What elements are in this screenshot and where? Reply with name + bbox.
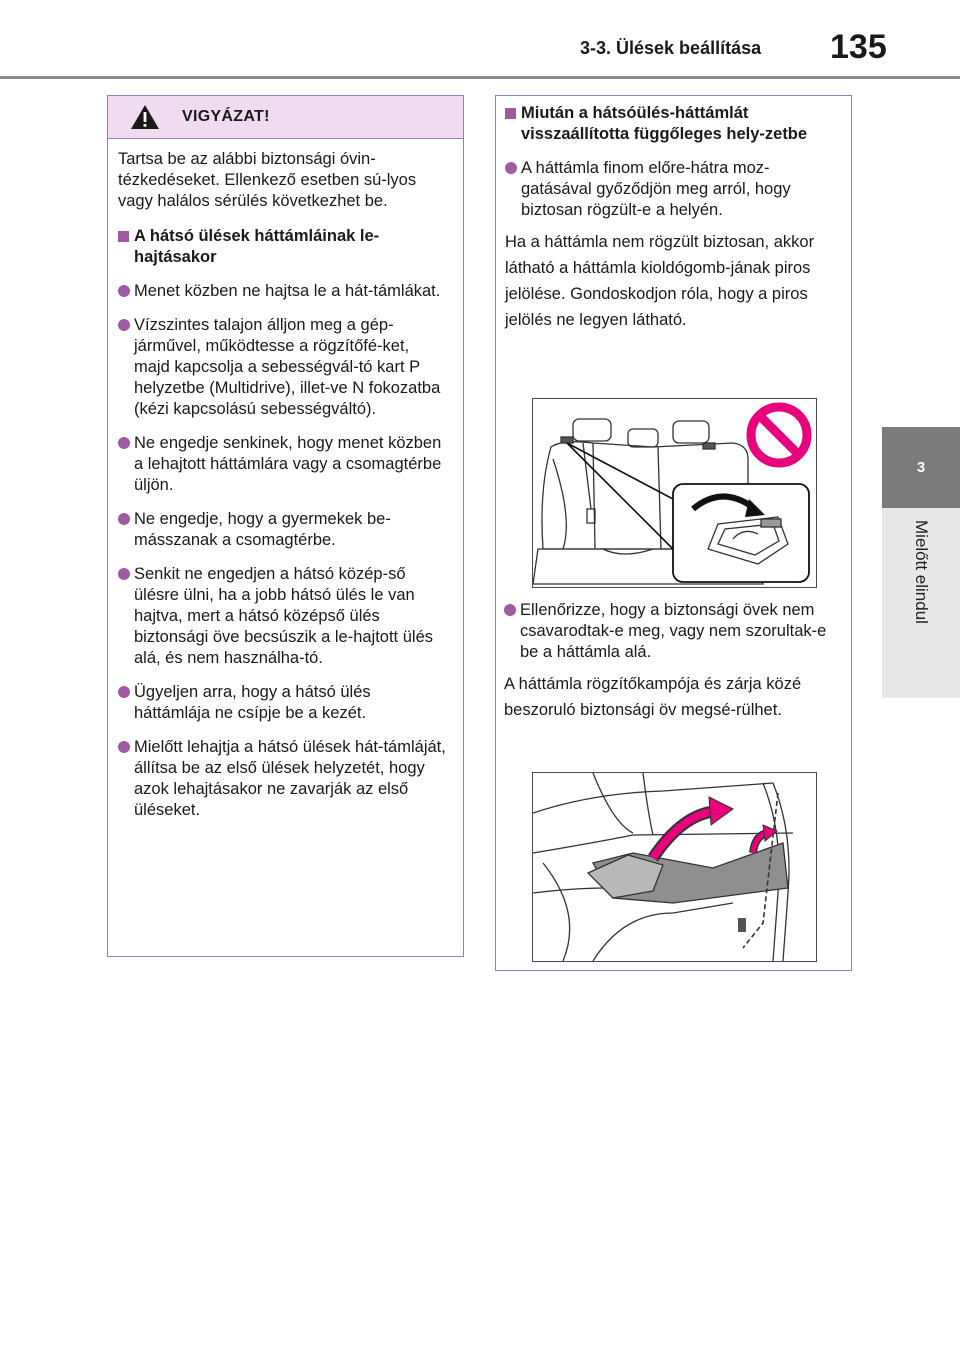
prohibition-icon [751, 407, 807, 463]
info-content [496, 103, 851, 333]
info-paragraph: Ha a háttámla nem rögzült biztosan, akkor látható a háttámla kioldógomb-jának piros jelölése. Gondoskodjon róla, hogy a piros jelölés ne legyen látható. [505, 233, 815, 329]
dot-bullet-icon [118, 568, 130, 580]
section-title: 3-3. Ülések beállítása [580, 38, 762, 58]
list-item-text: Ne engedje, hogy a gyermekek be-másszanak a csomagtérbe. [134, 510, 391, 549]
chapter-number: 3 [916, 459, 926, 476]
seat-release-figure [532, 398, 817, 588]
list-item [118, 509, 449, 551]
dot-bullet-icon [505, 162, 517, 174]
caution-title: VIGYÁZAT! [182, 108, 270, 125]
list-item-text: A háttámla finom előre-hátra moz-gatásával győződjön meg arról, hogy biztosan rögzült-e a helyén. [521, 159, 791, 219]
caution-box [107, 95, 464, 957]
warning-triangle-icon [130, 104, 160, 130]
seatbelt-figure [532, 772, 817, 962]
list-item [504, 600, 840, 663]
caution-heading [118, 226, 449, 268]
info-content-lower [504, 600, 840, 723]
rear-seat-illustration [533, 399, 816, 587]
chapter-label-text: Mielőtt elindul [912, 520, 931, 624]
list-item-text: Ellenőrizze, hogy a biztonsági övek nem csavarodtak-e meg, vagy nem szorultak-e be a háttámla alá. [520, 601, 827, 661]
dot-bullet-icon [118, 319, 130, 331]
header-divider [0, 76, 960, 79]
page-number: 135 [830, 28, 887, 66]
square-bullet-icon [118, 231, 129, 242]
list-item [118, 682, 449, 724]
list-item-text: Ügyeljen arra, hogy a hátsó ülés háttámlája ne csípje be a kezét. [134, 683, 371, 722]
list-item-text: Mielőtt lehajtja a hátsó ülések hát-támláját, állítsa be az első ülések helyzetét, hogy azok lehajtásakor ne zavarják az első üléseket. [134, 738, 446, 819]
dot-bullet-icon [118, 741, 130, 753]
list-item-text: Menet közben ne hajtsa le a hát-támlákat. [134, 282, 441, 300]
info-heading-text: Miután a hátsóülés-háttámlát visszaállította függőleges hely-zetbe [521, 104, 808, 143]
list-item [118, 737, 449, 821]
dot-bullet-icon [118, 686, 130, 698]
caution-header [108, 96, 463, 139]
list-item-text: Ne engedje senkinek, hogy menet közben a lehajtott háttámlára vagy a csomagtérbe üljön. [134, 434, 442, 494]
list-item-text: Senkit ne engedjen a hátsó közép-ső ülésre ülni, ha a jobb hátsó ülés le van hajtva, mert a hátsó középső ülés biztonsági öve becsúszik a le-hajtott ülés alá, és nem használha-tó. [134, 565, 433, 667]
dot-bullet-icon [504, 604, 516, 616]
seatbelt-illustration [533, 773, 816, 961]
info-heading [505, 103, 837, 145]
caution-content [108, 149, 463, 821]
dot-bullet-icon [118, 437, 130, 449]
list-item [505, 158, 837, 221]
caution-intro: Tartsa be az alábbi biztonsági óvin-tézkedéseket. Ellenkező esetben sú-lyos vagy halálos sérülés következhet be. [118, 150, 417, 210]
list-item-text: Vízszintes talajon álljon meg a gép-járművel, működtesse a rögzítőfé-ket, majd kapcsolja a sebességvál-tó kart P helyzetbe (Multidrive), illet-ve N fokozatba (kézi kapcsolású sebességváltó). [134, 316, 441, 418]
list-item [118, 315, 449, 420]
dot-bullet-icon [118, 513, 130, 525]
chapter-label [911, 520, 931, 624]
info-paragraph: A háttámla rögzítőkampója és zárja közé beszoruló biztonsági öv megsé-rülhet. [504, 675, 802, 719]
list-item [118, 281, 449, 302]
square-bullet-icon [505, 108, 516, 119]
dot-bullet-icon [118, 285, 130, 297]
caution-heading-text: A hátsó ülések háttámláinak le-hajtásakor [134, 227, 380, 266]
list-item [118, 564, 449, 669]
chapter-tab [882, 427, 960, 508]
list-item [118, 433, 449, 496]
